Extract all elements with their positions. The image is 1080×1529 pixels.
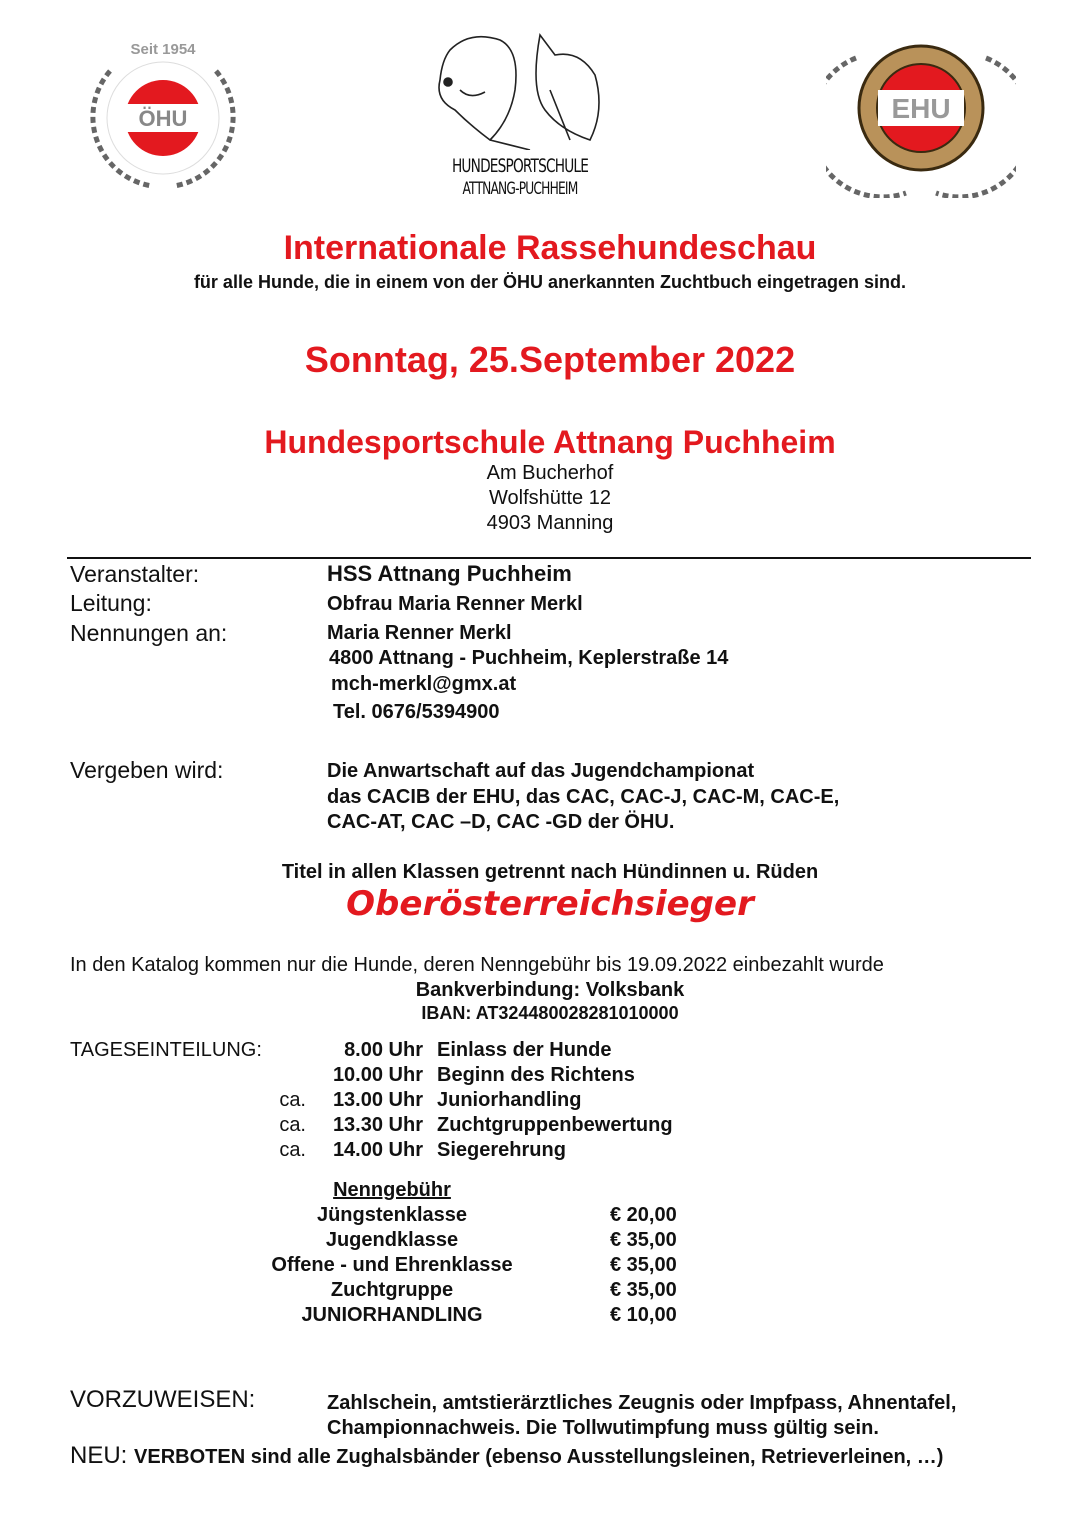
schedule-event: Einlass der Hunde [437,1039,612,1061]
entries-phone: Tel. 0676/5394900 [333,701,500,723]
organizer-value: HSS Attnang Puchheim [327,561,572,586]
dogs-illustration [430,30,610,150]
entries-email[interactable]: mch-merkl@gmx.at [331,673,517,695]
awarded-label: Vergeben wird: [70,757,224,783]
event-subtitle: für alle Hunde, die in einem von der ÖHU anerkannten Zuchtbuch eingetragen sind. [193,272,907,292]
hundesportschule-logo: HUNDESPORTSCHULE ATTNANG-PUCHHEIM [430,30,610,205]
lead-value: Obfrau Maria Renner Merkl [327,593,583,615]
new-notice [70,1442,943,1471]
schedule-time: 13.30 Uhr [332,1114,423,1136]
address-line: Wolfshütte 12 [489,487,611,509]
event-title: Internationale Rassehundeschau [283,229,817,267]
entries-label: Nennungen an: [70,620,228,646]
requirements-label: VORZUWEISEN: [70,1386,256,1413]
awarded-line: das CACIB der EHU, das CAC, CAC-J, CAC-M, CAC-E, [327,786,840,808]
titles-line: Titel in allen Klassen getrennt nach Hündinnen u. Rüden [281,861,819,883]
bank-name: Bankverbindung: Volksbank [415,979,685,1001]
schedule-time: 14.00 Uhr [332,1139,423,1161]
svg-text:EHU: EHU [891,93,951,124]
requirements-line: Championnachweis. Die Tollwutimpfung muss gültig sein. [327,1417,879,1439]
fee-class: JUNIORHANDLING [301,1304,483,1326]
divider [67,557,1031,559]
oehu-logo [82,36,244,196]
entries-address: 4800 Attnang - Puchheim, Keplerstraße 14 [329,647,729,669]
schedule-event: Juniorhandling [437,1089,582,1111]
address-line: 4903 Manning [486,512,614,534]
requirements-line: Zahlschein, amtstierärztliches Zeugnis oder Impfpass, Ahnentafel, [327,1392,957,1414]
venue-name: Hundesportschule Attnang Puchheim [264,424,836,460]
new-label: NEU: [70,1442,128,1469]
schedule-event: Siegerehrung [437,1139,566,1161]
schedule-event: Zuchtgruppenbewertung [437,1114,673,1136]
lead-label: Leitung: [70,590,152,616]
address-line: Am Bucherhof [486,462,614,484]
venue-address [0,461,1080,536]
awarded-line: CAC-AT, CAC –D, CAC -GD der ÖHU. [327,811,675,833]
schedule-prefix: ca. [279,1139,306,1161]
new-strong: VERBOTEN [134,1446,246,1468]
schedule-label: TAGESEINTEILUNG: [70,1039,262,1061]
fee-price: € 35,00 [610,1254,677,1276]
fee-class: Jugendklasse [325,1229,459,1251]
entries-name: Maria Renner Merkl [327,622,512,644]
fee-price: € 35,00 [610,1229,677,1251]
catalog-note: In den Katalog kommen nur die Hunde, deren Nenngebühr bis 19.09.2022 einbezahlt wurde [70,954,884,976]
fee-price: € 20,00 [610,1204,677,1226]
schedule-event: Beginn des Richtens [437,1064,635,1086]
svg-text:ÖHU: ÖHU [138,106,188,131]
fee-class: Offene - und Ehrenklasse [271,1254,513,1276]
svg-text:Seit 1954: Seit 1954 [130,41,196,58]
schedule-prefix: ca. [279,1089,306,1111]
winner-title: Oberösterreichsieger [346,884,754,924]
fee-class: Jüngstenklasse [316,1204,468,1226]
organizer-label: Veranstalter: [70,561,200,587]
schedule-prefix: ca. [279,1114,306,1136]
awarded-line: Die Anwartschaft auf das Jugendchampionat [327,760,755,782]
schedule-time: 13.00 Uhr [332,1089,423,1111]
event-date: Sonntag, 25.September 2022 [304,339,796,380]
fee-price: € 35,00 [610,1279,677,1301]
schedule-time: 10.00 Uhr [332,1064,423,1086]
fees-heading: Nenngebühr [333,1179,451,1201]
fee-price: € 10,00 [610,1304,677,1326]
fee-class: Zuchtgruppe [330,1279,454,1301]
ehu-logo [826,38,1016,198]
new-text: sind alle Zughalsbänder (ebenso Ausstellungsleinen, Retrieverleinen, …) [245,1446,944,1468]
schedule-time: 8.00 Uhr [344,1039,423,1061]
iban: IBAN: AT324480028281010000 [421,1003,679,1023]
